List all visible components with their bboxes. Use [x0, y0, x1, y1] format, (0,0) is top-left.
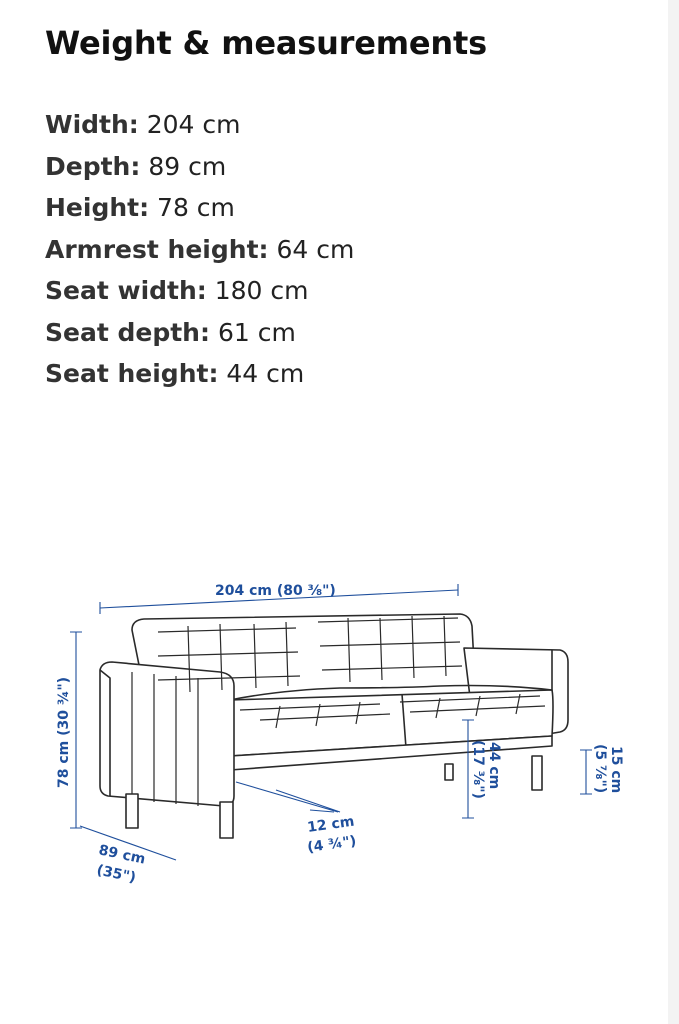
spec-depth	[45, 146, 354, 188]
spec-value: 180 cm	[214, 276, 309, 305]
seat-height-in: (17 ⅜")	[470, 740, 486, 799]
spec-seat-depth	[45, 312, 354, 354]
spec-label: Seat depth:	[45, 317, 210, 347]
scrollbar-track[interactable]	[668, 0, 679, 1024]
spec-value: 44 cm	[226, 359, 305, 388]
spec-width	[45, 104, 354, 146]
spec-label: Height:	[45, 193, 150, 222]
spec-label: Width:	[45, 110, 139, 139]
spec-armrest-height	[45, 229, 354, 271]
spec-value: 204 cm	[146, 110, 241, 139]
leg-offset-cm: 12 cm	[306, 813, 356, 836]
spec-label: Seat height:	[45, 359, 219, 388]
depth-dimension-in: (35")	[95, 862, 138, 887]
leg-offset-in: (4 ¾")	[306, 833, 358, 856]
depth-dimension-cm: 89 cm	[97, 842, 147, 868]
spec-label: Seat width:	[45, 276, 207, 305]
spec-label: Depth:	[45, 151, 141, 181]
leg-height-cm: 15 cm	[608, 746, 624, 794]
spec-value: 89 cm	[148, 151, 227, 181]
width-dimension-label: 204 cm (80 ⅜")	[215, 583, 336, 599]
seat-height-cm: 44 cm	[486, 742, 502, 790]
spec-seat-width	[45, 270, 354, 312]
spec-seat-height	[45, 353, 354, 395]
sofa-illustration	[100, 614, 568, 838]
spec-value: 61 cm	[217, 317, 296, 347]
spec-value: 78 cm	[157, 193, 235, 222]
height-dimension-label: 78 cm (30 ¾")	[56, 676, 72, 788]
page-title: Weight & measurements	[45, 24, 487, 62]
leg-height-in: (5 ⅞")	[592, 744, 608, 794]
spec-value: 64 cm	[276, 234, 355, 264]
spec-label: Armrest height:	[45, 234, 269, 264]
spec-list	[45, 104, 354, 395]
sofa-dimension-diagram	[40, 560, 640, 900]
spec-height	[45, 187, 354, 229]
